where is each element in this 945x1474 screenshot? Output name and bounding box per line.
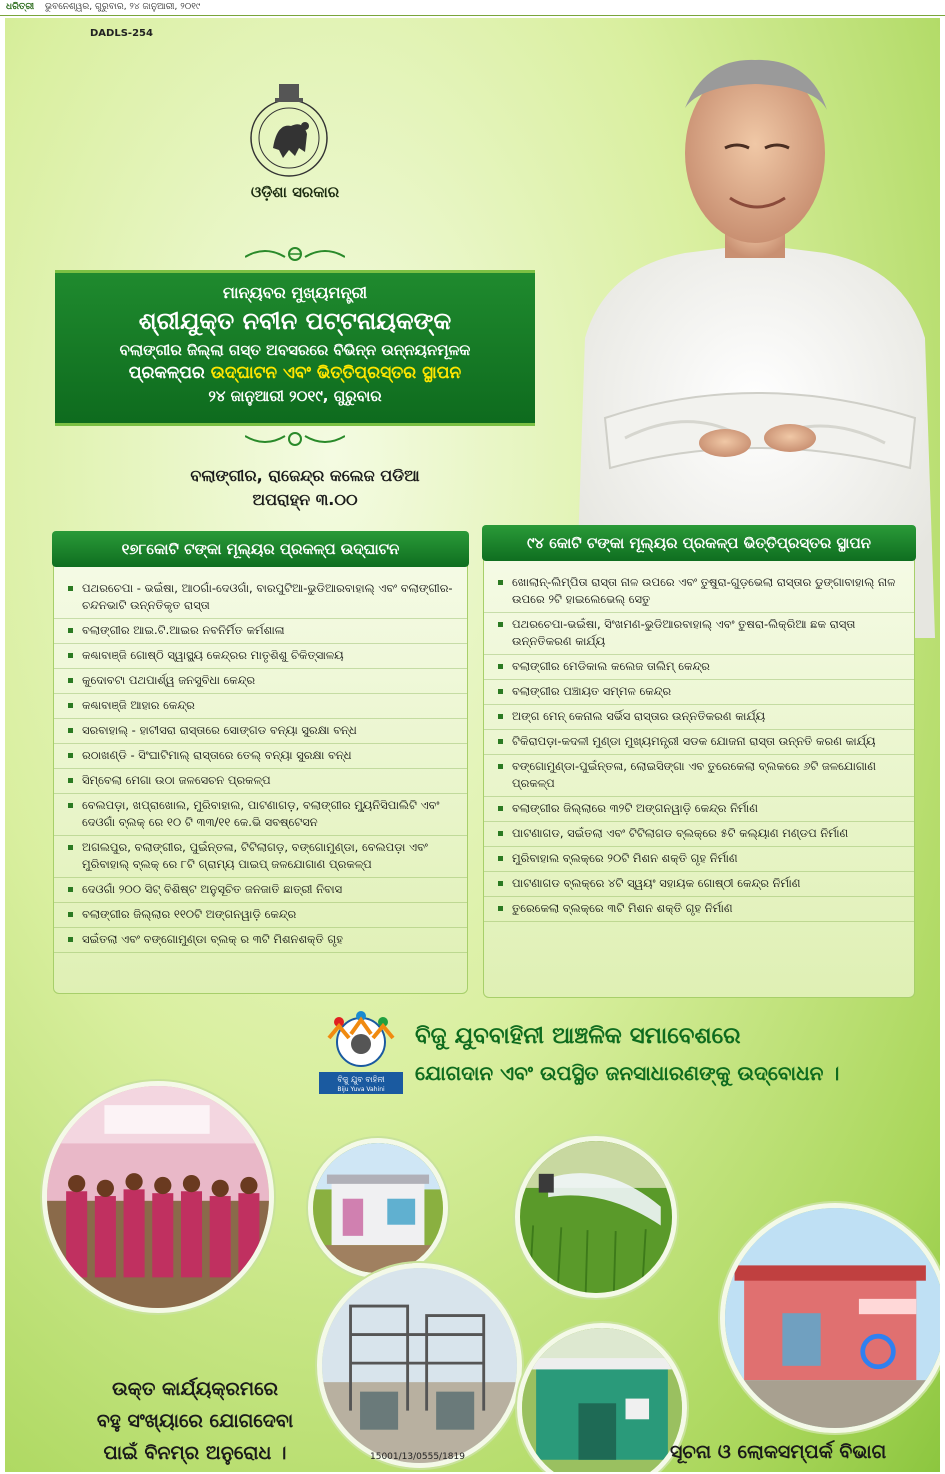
photo-women-group (42, 1081, 274, 1313)
list-item: ମୁରିବାହାଲ ବ୍ଲକ୍‌ରେ ୨୦ଟି ମିଶନ ଶକ୍ତି ଗୃହ ନିର୍ମାଣ (484, 847, 914, 872)
list-item: ବଲାଙ୍ଗୀର ଜିଲ୍ଲାର ୧୧୦ଟି ଅଙ୍ଗନୱାଡ଼ି କେନ୍ଦ୍ର (54, 903, 467, 928)
release-code: 15001/13/0555/1819 (370, 1452, 465, 1462)
headline-line1: ମାନ୍ୟବର ମୁଖ୍ୟମନ୍ତ୍ରୀ (222, 283, 368, 302)
list-item: ବଲାଙ୍ଗୀର ଜିଲ୍ଲାରେ ୩୨ଟି ଅଙ୍ଗନୱାଡ଼ି କେନ୍ଦ୍ର ନିର୍ମାଣ (484, 797, 914, 822)
photo-building-white (308, 1138, 448, 1278)
newspaper-masthead (0, 0, 945, 16)
biju-yuva-vahini-logo (311, 1008, 411, 1098)
headline-line4: ପ୍ରକଳ୍ପର ଉଦ୍‌ଘାଟନ ଏବଂ ଭିତ୍ତିପ୍ରସ୍ତର ସ୍ଥାପନ (128, 363, 462, 383)
list-item: ବଙ୍ଗୋମୁଣ୍ଡା-ପୁଇଁନ୍ତଳା, ଲୋଇସିଙ୍ଗା ଏବ ତୁରେକେଲା ବ୍ଲକରେ ୬ଟି ଜଳଯୋଗାଣ ପ୍ରକଳ୍ପ (484, 755, 914, 797)
byv-line1: ବିଜୁ ଯୁବବାହିନୀ ଆଞ୍ଚଳିକ ସମାବେଶରେ (415, 1023, 741, 1049)
foundation-list (484, 571, 914, 922)
list-item: ତୁରେକେଲା ବ୍ଲକ୍‌ରେ ୩ଟି ମିଶନ ଶକ୍ତି ଗୃହ ନିର୍ମାଣ (484, 897, 914, 922)
list-item: ସଇଁତଲା ଏବଂ ବଙ୍ଗୋମୁଣ୍ଡା ବ୍ଲକ୍ ର ୩ଟି ମିଶନଶକ୍ତି ଗୃହ (54, 928, 467, 953)
photo-building-green (517, 1323, 687, 1472)
ad-code: DADLS-254 (90, 28, 153, 39)
inauguration-panel (53, 536, 468, 994)
closing-line1: ଉକ୍ତ କାର୍ଯ୍ୟକ୍ରମରେ (111, 1378, 278, 1400)
byv-logo-subtext: Biju Yuva Vahini (337, 1086, 385, 1093)
list-item: ସରବାହାଲ୍ - ହାଟୀସରା ରାସ୍ତାରେ ସୋଙ୍ଗଡ ବନ୍ୟା ସୁରକ୍ଷା ବନ୍ଧ (54, 719, 467, 744)
list-item: ବଲାଙ୍ଗୀର ଆଇ.ଟି.ଆଇର ନବନିର୍ମିତ କର୍ମଶାଳା (54, 619, 467, 644)
closing-line2: ବହୁ ସଂଖ୍ୟାରେ ଯୋଗଦେବା (96, 1410, 294, 1432)
list-item: ବଲାଙ୍ଗୀର ମେଡିକାଲ କଲେଜ ତାଲିମ୍ କେନ୍ଦ୍ର (484, 655, 914, 680)
odisha-emblem-icon (245, 78, 333, 188)
photo-substation (317, 1263, 522, 1468)
headline-box (55, 270, 535, 426)
foundation-title: ୯୪ କୋଟି ଟଙ୍କା ମୂଲ୍ୟର ପ୍ରକଳ୍ପ ଭିତ୍ତିପ୍ରସ୍ତର ସ୍ଥାପନ (482, 525, 916, 561)
inauguration-title: ୧୭୮କୋଟି ଟଙ୍କା ମୂଲ୍ୟର ପ୍ରକଳ୍ପ ଉଦ୍‌ଘାଟନ (52, 531, 469, 567)
closing-line3: ପାଇଁ ବିନମ୍ର ଅନୁରୋଧ । (103, 1442, 287, 1464)
venue-place: ବଲାଙ୍ଗୀର, ରାଜେନ୍ଦ୍ର କଲେଜ ପଡିଆ (190, 466, 420, 485)
list-item: ରଠାଖଣ୍ଡି - ସିଂଘାଟିମାଲ୍ ରାସ୍ତାରେ ତେଲ୍ ବନ୍ୟା ସୁରକ୍ଷା ବନ୍ଧ (54, 744, 467, 769)
headline-line2: ଶ୍ରୀଯୁକ୍ତ ନବୀନ ପଟ୍ଟନାୟକଙ୍କ (138, 307, 452, 335)
list-item: ଦେଓଗାଁ ୨୦୦ ସିଟ୍ ବିଶିଷ୍ଟ ଅନୁସୂଚିତ ଜନଜାତି ଛାତ୍ରୀ ନିବାସ (54, 878, 467, 903)
list-item: ସିମ୍ବେଲା ମେଗା ଉଠା ଜଳସେଚନ ପ୍ରକଳ୍ପ (54, 769, 467, 794)
list-item: ଅଗଲପୁର, ବଲାଙ୍ଗୀର, ପୁଇଁନ୍ତଳା, ଟିଟିଲାଗଡ଼, ବଙ୍ଗୋମୁଣ୍ଡା, ବେଲପଡ଼ା ଏବଂ ମୁରିବାହାଲ୍ ବ୍ଲକ୍ ରେ ୮ଟି ଗ୍ରାମ୍ୟ ପାଇପ୍ ଜଳଯୋଗାଣ ପ୍ରକଳ୍ପ (54, 836, 467, 878)
ornament-bottom-icon (245, 428, 345, 450)
department-name: ସୂଚନା ଓ ଲୋକସମ୍ପର୍କ ବିଭାଗ (670, 1441, 887, 1463)
list-item: ପାଟଣାଗଡ, ସଇଁତଲା ଏବଂ ଟିଟିଲାଗଡ ବ୍ଲକ୍‌ରେ ୫ଟି କଲ୍ୟାଣ ମଣ୍ଡପ ନିର୍ମାଣ (484, 822, 914, 847)
closing-request (55, 1373, 335, 1469)
list-item: ଖୋଲାନ୍-ଲିମ୍ପିତା ରାସ୍ତା ନାଳ ଉପରେ ଏବଂ ତୁଷୁରା-ଗୁଡ଼ଭେଲା ରାସ୍ତାର ଡୁଙ୍ଗାବାହାଲ୍ ନାଳ ଉପରେ ୨ଟି ହାଇଲେଭେଲ୍ ସେତୁ (484, 571, 914, 613)
headline-highlight: ଉଦ୍‌ଘାଟନ ଏବଂ ଭିତ୍ତିପ୍ରସ୍ତର ସ୍ଥାପନ (210, 363, 462, 383)
list-item: କଣ୍ଢାବାଞ୍ଜି ଆହାର କେନ୍ଦ୍ର (54, 694, 467, 719)
newspaper-name: ଧରିତ୍ରୀ (6, 2, 35, 12)
advertisement (5, 18, 940, 1472)
list-item: ବଲାଙ୍ଗୀର ପଞ୍ଚାୟତ ସମ୍ମଳ କେନ୍ଦ୍ର (484, 680, 914, 705)
inauguration-list (54, 577, 467, 953)
list-item: ଅଙ୍ଗ ମେନ୍ କେନାଲ ସର୍ଭିସ ରାସ୍ତାର ଉନ୍ନତିକରଣ କାର୍ଯ୍ୟ (484, 705, 914, 730)
foundation-panel (483, 530, 915, 998)
list-item: ପଥରଚେପା-ଭଇଁଷା, ସିଂଖମଣ-ଭୁଡିଆରବାହାଲ୍ ଏବଂ ତୁଷରା-ଲିକ୍ରିଆ ଛକ ରାସ୍ତା ଉନ୍ନତିକରଣ କାର୍ଯ୍ୟ (484, 613, 914, 655)
ornament-top-icon (245, 243, 345, 265)
list-item: କୁଦୋବଟା ପଥପାର୍ଶ୍ୱ ଜନସୁବିଧା କେନ୍ଦ୍ର (54, 669, 467, 694)
list-item: ପଥରଚେପା - ଭଇଁଷା, ଆଠଗାଁ-ଦେଓଗାଁ, ବାରପୁଟିଆ-ଭୁଡିଆରବାହାଲ୍ ଏବଂ ବଲାଙ୍ଗୀର-ଚନ୍ଦନଭାଟି ଉନ୍ନତିକୃତ ରାସ୍ତା (54, 577, 467, 619)
venue-time: ଅପରାହ୍ନ ୩.୦୦ (252, 490, 358, 509)
headline-date: ୨୪ ଜାନୁଆରୀ ୨୦୧୯, ଗୁରୁବାର (208, 387, 382, 405)
byv-line2: ଯୋଗଦାନ ଏବଂ ଉପସ୍ଥିତ ଜନସାଧାରଣଙ୍କୁ ଉଦ୍‌ବୋଧନ । (415, 1061, 840, 1085)
list-item: ବେଲପଡ଼ା, ଖପ୍ରାଖୋଲ, ମୁରିବାହାଲ, ପାଟଣାଗଡ଼, ବଲାଙ୍ଗୀର ମ୍ୟୁନିସିପାଲିଟି ଏବଂ ଦେଓଗାଁ ବ୍ଲକ୍ ରେ ୧୦ ଟି ୩୩/୧୧ କେ.ଭି ସବଷ୍ଟେସନ (54, 794, 467, 836)
venue-info (125, 464, 485, 512)
headline-line3: ବଲାଙ୍ଗୀର ଜିଲ୍ଲା ଗସ୍ତ ଅବସରରେ ବିଭିନ୍ନ ଉନ୍ନୟନମୂଳକ (119, 341, 471, 359)
byv-logo-text: ବିଜୁ ଯୁବ ବାହିନୀ (337, 1075, 385, 1084)
list-item: ପାଟଣାଗଡ ବ୍ଲକ୍‌ରେ ୪ଟି ସ୍ୱୟଂ ସହାୟକ ଗୋଷ୍ଠୀ କେନ୍ଦ୍ର ନିର୍ମାଣ (484, 872, 914, 897)
newspaper-dateline: ଭୁବନେଶ୍ୱର, ଗୁରୁବାର, ୨୪ ଜାନୁଆରୀ, ୨୦୧୯ (45, 2, 201, 12)
list-item: କଣ୍ଢାବାଞ୍ଜି ଗୋଷ୍ଠି ସ୍ୱାସ୍ଥ୍ୟ କେନ୍ଦ୍ରର ମାତୃଶିଶୁ ଚିକିତ୍ସାଳୟ (54, 644, 467, 669)
list-item: ଟିକିରାପଡ଼ା-କଦଳୀ ମୁଣ୍ଡା ମୁଖ୍ୟମନ୍ତ୍ରୀ ସଡକ ଯୋଜନା ରାସ୍ତା ଉନ୍ନତି କରଣ କାର୍ଯ୍ୟ (484, 730, 914, 755)
photo-building-red (720, 1203, 940, 1433)
government-name: ଓଡ଼ିଶା ସରକାର (250, 183, 340, 201)
photo-irrigation-field (515, 1136, 677, 1298)
